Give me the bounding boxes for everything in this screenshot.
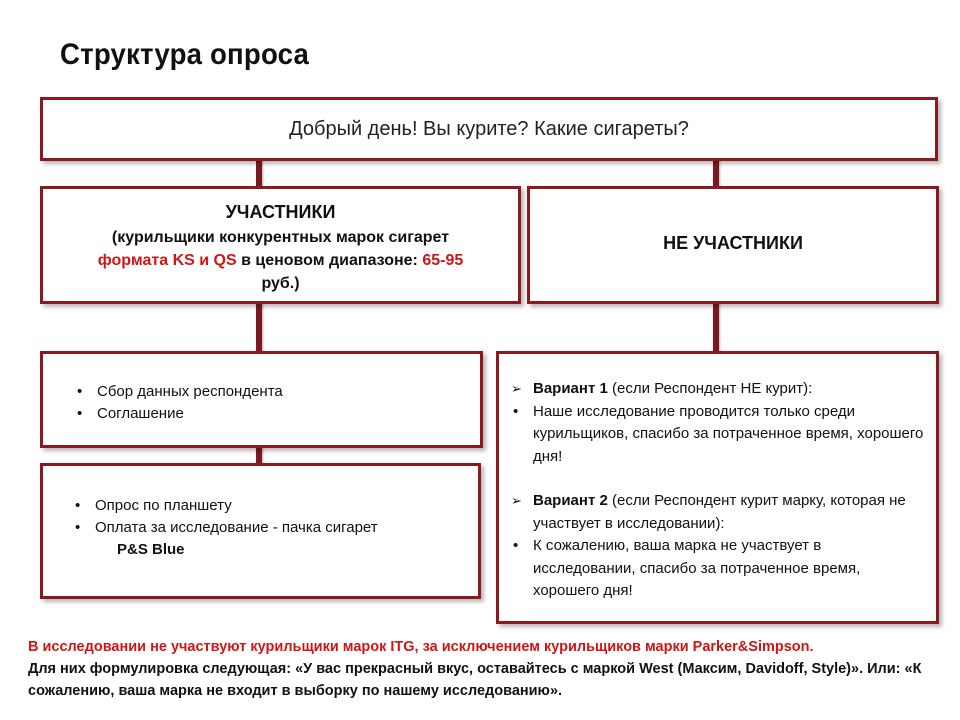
- list-item: • Опрос по планшету: [71, 495, 478, 517]
- brand-name: P&S Blue: [117, 541, 185, 558]
- connector-right-mid: [713, 303, 719, 353]
- non-participants-heading: НЕ УЧАСТНИКИ: [663, 232, 803, 253]
- participants-price: 65-95: [422, 252, 464, 269]
- variant1-list: [509, 378, 924, 468]
- respondent-data-list: [73, 381, 480, 425]
- variant2-item: [509, 490, 924, 535]
- variant1-item: [509, 378, 924, 401]
- variant1-text: • Наше исследование проводится только среди курильщиков, спасибо за потраченное время, хорошего дня!: [509, 401, 924, 469]
- arrow-bullet-icon: ➢: [511, 381, 522, 396]
- variant1-label: Вариант 1: [533, 380, 608, 397]
- respondent-data-box: [40, 351, 483, 448]
- connector-left-mid: [256, 303, 262, 353]
- list-item: • Оплата за исследование - пачка сигарет: [71, 517, 478, 539]
- footnote: [28, 636, 943, 702]
- participants-format: формата KS и QS: [97, 252, 237, 269]
- variant2-condition: (если Респондент курит марку, которая не участвует в исследовании):: [533, 492, 906, 532]
- variants-box: [496, 351, 939, 624]
- greeting-text: Добрый день! Вы курите? Какие сигареты?: [289, 117, 689, 140]
- variant1-condition: (если Респондент НЕ курит):: [607, 380, 813, 397]
- participants-heading: УЧАСТНИКИ: [225, 202, 336, 222]
- participants-line3: руб.): [261, 275, 300, 292]
- footnote-black: Для них формулировка следующая: «У вас прекрасный вкус, оставайтесь с маркой West (Максим, Davidoff, Style)». Или: «К сожалению, ваша марка не входит в выборку по нашему исследованию».: [28, 661, 922, 699]
- participants-price-text: в ценовом диапазоне:: [236, 252, 423, 269]
- non-participants-box: [527, 186, 939, 304]
- variant2-label: Вариант 2: [533, 492, 608, 509]
- page-title: Структура опроса: [60, 38, 310, 71]
- connector-top-right: [713, 160, 719, 188]
- participants-box: [40, 186, 521, 304]
- connector-top-left: [256, 160, 262, 188]
- survey-list: [71, 495, 478, 539]
- list-item: • Сбор данных респондента: [73, 381, 480, 403]
- variant2-text: • К сожалению, ваша марка не участвует в исследовании, спасибо за потраченное время, хорошего дня!: [509, 535, 924, 603]
- participants-line1: (курильщики конкурентных марок сигарет: [111, 229, 450, 246]
- footnote-red: В исследовании не участвуют курильщики марок ITG, за исключением курильщиков марки Parker&Simpson.: [28, 639, 814, 655]
- participants-line2: [43, 249, 518, 272]
- arrow-bullet-icon: ➢: [511, 493, 522, 508]
- greeting-box: [40, 97, 938, 161]
- survey-box: [40, 463, 481, 599]
- list-item: • Соглашение: [73, 403, 480, 425]
- variant2-list: [509, 490, 924, 603]
